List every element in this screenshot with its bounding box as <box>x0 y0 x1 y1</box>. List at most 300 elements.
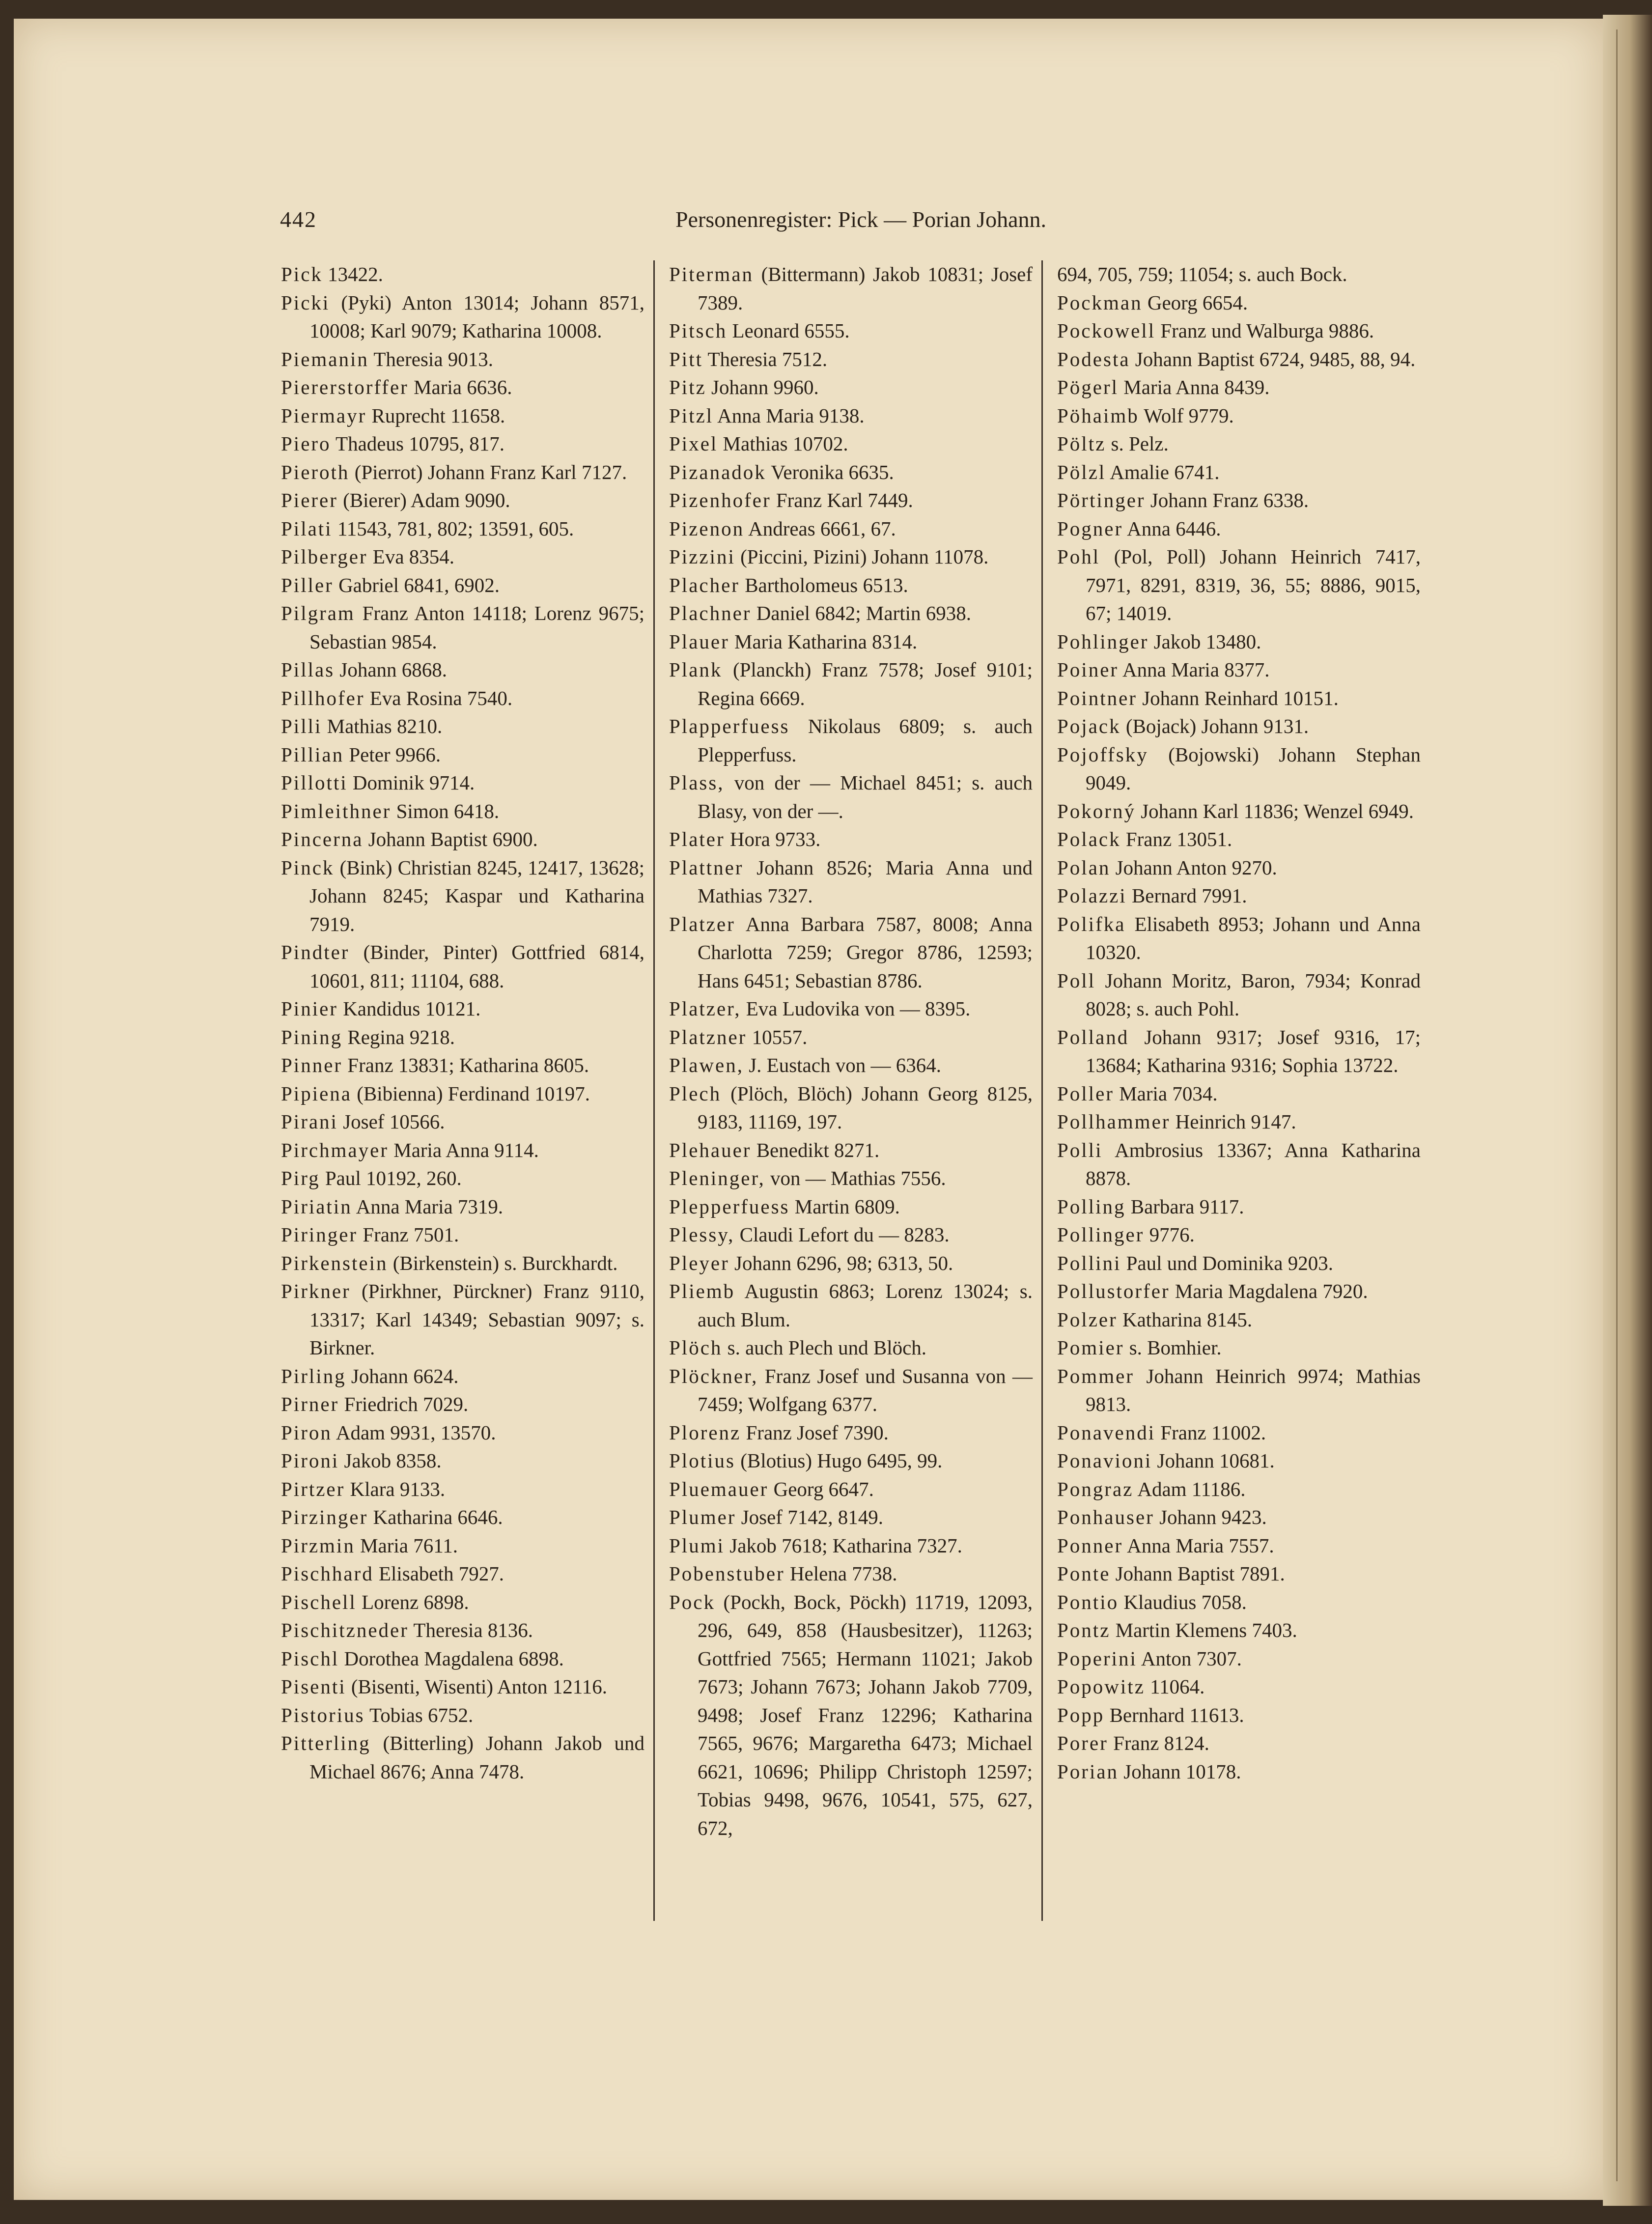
index-entry <box>1057 515 1421 543</box>
entry-details: Johann Franz 6338. <box>1145 489 1309 511</box>
index-entry <box>669 486 1033 515</box>
index-entry <box>281 289 644 345</box>
index-entry <box>281 402 644 430</box>
entry-surname: Pirling <box>281 1364 346 1387</box>
entry-surname: Plöch <box>669 1336 723 1359</box>
index-entry <box>1057 1503 1421 1532</box>
index-entry <box>1057 1108 1421 1136</box>
entry-details: Dorothea Magdalena 6898. <box>339 1647 564 1670</box>
index-entry <box>1057 289 1421 317</box>
index-entry <box>1057 1588 1421 1617</box>
entry-details: 9776. <box>1144 1223 1195 1246</box>
entry-details: (Binder, Pinter) Gottfried 6814, 10601, 811; 11104, 688. <box>309 941 644 992</box>
entry-details: (Bierer) Adam 9090. <box>337 489 510 511</box>
entry-details: (Pol, Poll) Johann Heinrich 7417, 7971, 8291, 8319, 36, 55; 8886, 9015, 67; 14019. <box>1086 545 1421 624</box>
index-entry <box>1057 1447 1421 1475</box>
index-entry <box>1057 910 1421 967</box>
index-entry <box>669 1051 1033 1080</box>
index-entry <box>281 1701 644 1730</box>
index-entry <box>1057 1673 1421 1701</box>
entry-surname: Porer <box>1057 1732 1108 1754</box>
entry-details: Georg 6654. <box>1142 291 1248 314</box>
index-entry <box>669 1193 1033 1221</box>
entry-details: Friedrich 7029. <box>339 1393 469 1415</box>
index-entry <box>281 260 644 289</box>
entry-surname: Pliemb <box>669 1280 735 1302</box>
entry-surname: Pinier <box>281 997 338 1020</box>
entry-details: Johann 9423. <box>1154 1506 1267 1528</box>
entry-surname: Polland <box>1057 1025 1129 1048</box>
page-header <box>280 201 1046 241</box>
entry-surname: Pirg <box>281 1167 320 1189</box>
entry-surname: Pölzl <box>1057 460 1106 483</box>
entry-surname: Pillian <box>281 743 344 766</box>
entry-details: Benedikt 8271. <box>751 1138 880 1161</box>
index-entry <box>281 1164 644 1193</box>
entry-surname: Plater <box>669 828 725 850</box>
entry-surname: Pörtinger <box>1057 489 1146 511</box>
entry-surname: Pirzinger <box>281 1506 368 1528</box>
index-entry <box>1057 1277 1421 1306</box>
entry-surname: Plech <box>669 1082 722 1105</box>
index-entry <box>281 656 644 684</box>
index-entry <box>1057 1758 1421 1786</box>
entry-details: Heinrich 9147. <box>1170 1110 1296 1133</box>
index-column-2 <box>669 260 1033 1842</box>
entry-details: Claudi Lefort du — 8283. <box>734 1223 950 1246</box>
index-entry <box>281 712 644 741</box>
entry-details: Georg 6647. <box>768 1477 874 1500</box>
entry-details: Franz Karl 7449. <box>771 489 913 511</box>
index-entry <box>669 628 1033 656</box>
entry-details: Franz und Walburga 9886. <box>1155 319 1374 342</box>
entry-surname: Pizenhofer <box>669 489 771 511</box>
entry-surname: Popowitz <box>1057 1675 1145 1698</box>
entry-surname: Pitz <box>669 376 706 398</box>
index-entry <box>281 515 644 543</box>
entry-surname: Pilati <box>281 517 333 540</box>
entry-details: s. auch Plech und Blöch. <box>722 1336 927 1359</box>
entry-details: Anna Maria 8377. <box>1119 658 1270 681</box>
entry-details: Katharina 8145. <box>1117 1308 1253 1331</box>
entry-surname: Pontio <box>1057 1590 1119 1613</box>
index-entry <box>281 1221 644 1249</box>
index-entry <box>281 1503 644 1532</box>
index-entry <box>1057 1560 1421 1588</box>
entry-details: (Plöch, Blöch) Johann Georg 8125, 9183, 11169, 197. <box>698 1082 1033 1133</box>
index-entry <box>669 317 1033 345</box>
index-entry <box>1057 1023 1421 1080</box>
entry-details: (Bink) Christian 8245, 12417, 13628; Johann 8245; Kaspar und Katharina 7919. <box>309 856 644 935</box>
entry-details: Franz Anton 14118; Lorenz 9675; Sebastian 9854. <box>309 602 644 653</box>
entry-details: Maria 6636. <box>408 376 512 398</box>
index-entry <box>281 769 644 797</box>
index-entry <box>1057 1475 1421 1504</box>
entry-surname: Piterman <box>669 263 754 285</box>
entry-details: Elisabeth 8953; Johann und Anna 10320. <box>1086 912 1421 963</box>
entry-details: Simon 6418. <box>391 799 500 822</box>
entry-surname: Pizanadok <box>669 460 766 483</box>
index-entry <box>281 599 644 656</box>
entry-surname: Pollustorfer <box>1057 1280 1170 1302</box>
entry-details: Jakob 8358. <box>339 1449 442 1472</box>
entry-details: Bernhard 11613. <box>1104 1703 1244 1726</box>
entry-surname: Plepperfuess <box>669 1195 790 1218</box>
entry-details: Franz Josef und Susanna von — 7459; Wolfgang 6377. <box>698 1364 1033 1415</box>
entry-details: Kandidus 10121. <box>337 997 481 1020</box>
entry-details: Lorenz 6898. <box>356 1590 469 1613</box>
index-entry <box>669 1080 1033 1136</box>
index-entry <box>1057 543 1421 628</box>
index-entry <box>669 1334 1033 1362</box>
index-entry <box>281 458 644 487</box>
entry-surname: Plachner <box>669 602 752 624</box>
entry-surname: Piriatin <box>281 1195 352 1218</box>
entry-details: Johann Baptist 7891. <box>1110 1562 1285 1585</box>
index-entry <box>669 1362 1033 1419</box>
entry-surname: Pitsch <box>669 319 728 342</box>
entry-surname: Polack <box>1057 828 1121 850</box>
entry-surname: Pilberger <box>281 545 368 568</box>
entry-details: 694, 705, 759; 11054; s. auch Bock. <box>1057 263 1347 285</box>
entry-details: Johann 9960. <box>706 376 819 398</box>
entry-details: (Bojowski) Johann Stephan 9049. <box>1086 743 1421 794</box>
index-entry <box>1057 260 1421 289</box>
index-entry <box>1057 1306 1421 1334</box>
entry-details: Josef 10566. <box>337 1110 445 1133</box>
entry-details: Tobias 6752. <box>364 1703 474 1726</box>
entry-details: Anna Maria 7557. <box>1123 1534 1274 1557</box>
index-entry <box>669 1221 1033 1249</box>
index-entry <box>1057 1221 1421 1249</box>
entry-details: (Bittermann) Jakob 10831; Josef 7389. <box>698 263 1033 314</box>
index-entry <box>281 543 644 571</box>
entry-details: Dominik 9714. <box>347 771 475 794</box>
index-entry <box>669 995 1033 1023</box>
index-entry <box>281 571 644 600</box>
entry-details: Peter 9966. <box>344 743 441 766</box>
index-entry <box>1057 1193 1421 1221</box>
entry-surname: Pinner <box>281 1054 343 1076</box>
index-entry <box>281 1390 644 1419</box>
entry-details: Jakob 13480. <box>1148 630 1261 653</box>
entry-details: Johann 6868. <box>335 658 448 681</box>
entry-surname: Pleninger, <box>669 1167 765 1189</box>
index-entry <box>1057 797 1421 826</box>
entry-details: Maria 7034. <box>1114 1082 1218 1105</box>
entry-surname: Pining <box>281 1025 343 1048</box>
entry-surname: Pirkner <box>281 1280 351 1302</box>
entry-surname: Popp <box>1057 1703 1105 1726</box>
entry-surname: Picki <box>281 291 330 314</box>
entry-details: Augustin 6863; Lorenz 13024; s. auch Blum. <box>698 1280 1033 1331</box>
entry-details: Veronika 6635. <box>766 460 894 483</box>
entry-details: (Pyki) Anton 13014; Johann 8571, 10008; Karl 9079; Katharina 10008. <box>309 291 644 342</box>
index-entry <box>281 1277 644 1362</box>
entry-details: (Blotius) Hugo 6495, 99. <box>735 1449 943 1472</box>
entry-surname: Plessy, <box>669 1223 735 1246</box>
entry-surname: Pirani <box>281 1110 338 1133</box>
entry-surname: Piller <box>281 573 334 596</box>
entry-details: (Bojack) Johann 9131. <box>1120 715 1309 737</box>
entry-surname: Pischell <box>281 1590 357 1613</box>
entry-details: Maria Anna 9114. <box>388 1138 539 1161</box>
entry-details: Ruprecht 11658. <box>366 404 505 427</box>
index-entry <box>669 373 1033 402</box>
index-entry <box>1057 1080 1421 1108</box>
entry-details: Anna Maria 7319. <box>352 1195 504 1218</box>
entry-details: Franz 13831; Katharina 8605. <box>342 1054 589 1076</box>
index-entry <box>669 1249 1033 1278</box>
index-entry <box>281 1729 644 1786</box>
index-entry <box>1057 345 1421 374</box>
index-entry <box>281 345 644 374</box>
index-entry <box>281 1249 644 1278</box>
entry-surname: Pitterling <box>281 1732 371 1754</box>
entry-surname: Plotius <box>669 1449 735 1472</box>
entry-surname: Pojoffsky <box>1057 743 1148 766</box>
entry-surname: Pogner <box>1057 517 1123 540</box>
entry-details: Bernard 7991. <box>1126 884 1247 907</box>
entry-surname: Platzner <box>669 1025 747 1048</box>
entry-surname: Pizzini <box>669 545 735 568</box>
entry-surname: Pojack <box>1057 715 1121 737</box>
entry-surname: Pinck <box>281 856 335 879</box>
index-entry <box>1057 967 1421 1023</box>
index-entry <box>1057 1249 1421 1278</box>
index-entry <box>669 825 1033 854</box>
index-entry <box>1057 741 1421 797</box>
entry-surname: Pilli <box>281 715 322 737</box>
entry-surname: Pillhofer <box>281 686 365 709</box>
entry-surname: Piron <box>281 1421 332 1444</box>
entry-details: Johann Baptist 6724, 9485, 88, 94. <box>1130 347 1416 370</box>
entry-details: Katharina 6646. <box>368 1506 503 1528</box>
entry-details: Johann 10178. <box>1119 1760 1241 1783</box>
entry-surname: Pischl <box>281 1647 339 1670</box>
entry-details: von der — Michael 8451; s. auch Blasy, von der —. <box>698 771 1033 822</box>
entry-details: Mathias 8210. <box>322 715 443 737</box>
index-entry <box>1057 402 1421 430</box>
entry-surname: Plumi <box>669 1534 725 1557</box>
index-entry <box>281 825 644 854</box>
running-title: Personenregister: Pick — Porian Johann. <box>675 207 1046 232</box>
entry-details: 11064. <box>1145 1675 1205 1698</box>
entry-surname: Piemanin <box>281 347 369 370</box>
entry-details: Theresia 8136. <box>408 1619 533 1641</box>
index-entry <box>669 430 1033 458</box>
entry-surname: Pindter <box>281 941 350 963</box>
entry-surname: Pöltz <box>1057 432 1106 455</box>
entry-details: Gabriel 6841, 6902. <box>333 573 500 596</box>
entry-surname: Pögerl <box>1057 376 1119 398</box>
entry-surname: Pimleithner <box>281 799 392 822</box>
entry-surname: Pontz <box>1057 1619 1111 1641</box>
entry-surname: Piermayr <box>281 404 367 427</box>
entry-surname: Plauer <box>669 630 729 653</box>
entry-details: (Bibienna) Ferdinand 10197. <box>351 1082 590 1105</box>
index-entry <box>1057 684 1421 713</box>
entry-surname: Pisenti <box>281 1675 346 1698</box>
entry-details: Paul und Dominika 9203. <box>1121 1251 1333 1274</box>
index-entry <box>1057 430 1421 458</box>
entry-details: (Birkenstein) s. Burckhardt. <box>388 1251 618 1274</box>
entry-surname: Pollini <box>1057 1251 1121 1274</box>
entry-surname: Pleyer <box>669 1251 729 1274</box>
index-entry <box>1057 1136 1421 1193</box>
index-entry <box>281 1051 644 1080</box>
index-entry <box>1057 882 1421 910</box>
entry-surname: Plattner <box>669 856 744 879</box>
entry-details: Anton 7307. <box>1137 1647 1242 1670</box>
entry-details: (Pockh, Bock, Pöckh) 11719, 12093, 296, 649, 858 (Hausbesitzer), 11263; Gottfried 7565; Hermann 11021; Jakob 7673; Johann 7673; Johann Jakob 7709, 9498; Josef Franz 12296; Katharina 7565, 9676; Margaretha 6473; Michael 6621, 10696; Philipp Christoph 12597; Tobias 9498, 9676, 10541, 575, 627, 672, <box>698 1590 1033 1839</box>
index-entry <box>669 1136 1033 1165</box>
entry-details: Theresia 9013. <box>368 347 494 370</box>
index-entry <box>281 1532 644 1560</box>
entry-surname: Ponavendi <box>1057 1421 1156 1444</box>
index-entry <box>669 854 1033 910</box>
entry-surname: Pollinger <box>1057 1223 1145 1246</box>
entry-details: Johann 6296, 98; 6313, 50. <box>729 1251 953 1274</box>
entry-surname: Pillotti <box>281 771 348 794</box>
index-entry <box>1057 1701 1421 1730</box>
entry-details: 13422. <box>322 263 383 285</box>
entry-details: Johann 8526; Maria Anna und Mathias 7327. <box>698 856 1033 907</box>
page-edge <box>1616 29 1618 2181</box>
index-entry <box>1057 825 1421 854</box>
entry-details: Franz 13051. <box>1120 828 1232 850</box>
entry-surname: Polling <box>1057 1195 1126 1218</box>
entry-surname: Plank <box>669 658 723 681</box>
entry-surname: Pollhammer <box>1057 1110 1171 1133</box>
index-entry <box>669 769 1033 825</box>
entry-surname: Pockman <box>1057 291 1143 314</box>
entry-surname: Pieroth <box>281 460 350 483</box>
entry-details: Franz 7501. <box>358 1223 459 1246</box>
index-entry <box>281 1673 644 1701</box>
entry-details: Eva 8354. <box>367 545 455 568</box>
index-entry <box>281 486 644 515</box>
entry-details: Thadeus 10795, 817. <box>331 432 504 455</box>
entry-details: Martin Klemens 7403. <box>1110 1619 1297 1641</box>
entry-surname: Pitt <box>669 347 703 370</box>
entry-details: Johann Anton 9270. <box>1110 856 1277 879</box>
entry-surname: Plorenz <box>669 1421 741 1444</box>
index-column-3 <box>1057 260 1421 1786</box>
index-entry <box>281 741 644 769</box>
entry-details: Paul 10192, 260. <box>320 1167 462 1189</box>
entry-surname: Pincerna <box>281 828 364 850</box>
index-entry <box>281 1419 644 1447</box>
index-entry <box>1057 1419 1421 1447</box>
index-column-1 <box>281 260 644 1786</box>
entry-surname: Piero <box>281 432 331 455</box>
index-entry <box>669 1503 1033 1532</box>
entry-details: Ambrosius 13367; Anna Katharina 8878. <box>1086 1138 1421 1189</box>
index-entry <box>281 1023 644 1052</box>
index-entry <box>281 1136 644 1165</box>
index-entry <box>1057 656 1421 684</box>
entry-details: s. Pelz. <box>1106 432 1169 455</box>
index-entry <box>669 599 1033 628</box>
index-entry <box>669 515 1033 543</box>
index-entry <box>669 458 1033 487</box>
entry-details: Franz 11002. <box>1155 1421 1266 1444</box>
index-entry <box>669 571 1033 600</box>
entry-surname: Pillas <box>281 658 335 681</box>
entry-surname: Poll <box>1057 969 1096 992</box>
entry-surname: Pilgram <box>281 602 355 624</box>
entry-surname: Pommer <box>1057 1364 1134 1387</box>
index-entry <box>281 1475 644 1504</box>
entry-details: Anna 6446. <box>1123 517 1221 540</box>
entry-details: von — Mathias 7556. <box>765 1167 946 1189</box>
entry-surname: Pohlinger <box>1057 630 1149 653</box>
entry-surname: Poller <box>1057 1082 1114 1105</box>
index-entry <box>281 1080 644 1108</box>
entry-details: Johann Baptist 6900. <box>363 828 538 850</box>
entry-surname: Pick <box>281 263 323 285</box>
entry-details: Adam 11186. <box>1133 1477 1246 1500</box>
index-entry <box>281 1193 644 1221</box>
entry-details: Eva Ludovika von — 8395. <box>741 997 971 1020</box>
entry-details: Maria 7611. <box>355 1534 458 1557</box>
entry-surname: Polifka <box>1057 912 1126 935</box>
index-entry <box>281 1108 644 1136</box>
entry-surname: Pischhard <box>281 1562 374 1585</box>
index-entry <box>669 345 1033 374</box>
entry-details: Andreas 6661, 67. <box>744 517 896 540</box>
entry-details: Daniel 6842; Martin 6938. <box>751 602 971 624</box>
entry-details: Theresia 7512. <box>702 347 828 370</box>
entry-details: Mathias 10702. <box>718 432 848 455</box>
index-entry <box>281 854 644 939</box>
entry-surname: Ponavioni <box>1057 1449 1152 1472</box>
entry-surname: Plawen, <box>669 1054 744 1076</box>
entry-details: Josef 7142, 8149. <box>736 1506 883 1528</box>
index-entry <box>669 1588 1033 1843</box>
entry-details: Hora 9733. <box>725 828 821 850</box>
entry-details: Maria Anna 8439. <box>1119 376 1270 398</box>
page-gutter <box>1603 15 1652 2206</box>
entry-details: (Bisenti, Wisenti) Anton 12116. <box>346 1675 607 1698</box>
entry-surname: Pitzl <box>669 404 714 427</box>
entry-details: Helena 7738. <box>784 1562 897 1585</box>
index-entry <box>281 938 644 995</box>
index-entry <box>669 712 1033 769</box>
entry-details: Nikolaus 6809; s. auch Plepperfuss. <box>698 715 1033 766</box>
index-entry <box>1057 1645 1421 1673</box>
column-divider-1 <box>653 260 655 1921</box>
entry-surname: Ponner <box>1057 1534 1123 1557</box>
entry-details: 11543, 781, 802; 13591, 605. <box>332 517 574 540</box>
index-entry <box>281 1616 644 1645</box>
index-entry <box>669 1419 1033 1447</box>
entry-surname: Platzer, <box>669 997 741 1020</box>
index-entry <box>669 1560 1033 1588</box>
entry-details: Jakob 7618; Katharina 7327. <box>724 1534 962 1557</box>
index-entry <box>669 1447 1033 1475</box>
entry-details: Franz Josef 7390. <box>741 1421 889 1444</box>
index-entry <box>669 1475 1033 1504</box>
index-entry <box>1057 486 1421 515</box>
index-entry <box>1057 458 1421 487</box>
entry-surname: Pöhaimb <box>1057 404 1139 427</box>
entry-surname: Platzer <box>669 912 735 935</box>
index-entry <box>1057 854 1421 882</box>
entry-surname: Pierer <box>281 489 338 511</box>
entry-surname: Polli <box>1057 1138 1103 1161</box>
